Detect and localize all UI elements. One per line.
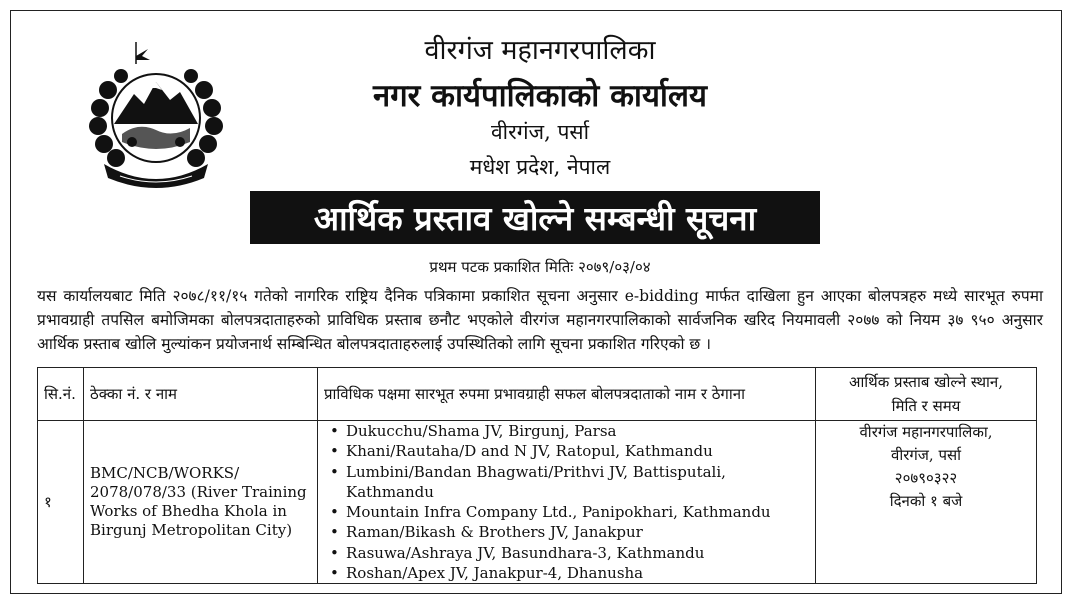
office-province: मधेश प्रदेश, नेपाल xyxy=(469,155,611,179)
table-row xyxy=(38,421,1037,584)
notice-title-banner xyxy=(250,191,820,244)
list-item: • Roshan/Apex JV, Janakpur-4, Dhanusha xyxy=(346,563,809,583)
list-item: • Rasuwa/Ashraya JV, Basundhara-3, Kathmandu xyxy=(346,543,809,563)
bidder-list xyxy=(324,421,809,583)
notice-body-paragraph: यस कार्यालयबाट मिति २०७८/११/१५ गतेको नागरिक राष्ट्रिय दैनिक पत्रिकामा प्रकाशित सूचना अनुसार e-bidding मार्फत दाखिला हुन आएका बोलपत्रहरु मध्ये सारभूत रुपमा प्रभावग्राही तपसिल बमोजिमका बोलपत्रदाताहरुको प्राविधिक प्रस्ताब छनौट भएकोले वीरगंज महानगरपालिकाको सार्वजनिक खरिद नियमावली २०७७ को नियम ३७ ९५० अनुसार आर्थिक प्रस्ताब खोलि मुल्यांकन प्रयोजनार्थ सम्बिन्धित बोलपत्रदाताहरुलाई उपस्थितिको लागि सूचना प्रकाशित गरिएको छ । xyxy=(37,287,1043,353)
office-city: वीरगंज, पर्सा xyxy=(490,120,590,144)
row-bidders xyxy=(318,421,816,584)
header-opening-place-line2: मिति र समय xyxy=(891,397,961,415)
list-item: • Dukucchu/Shama JV, Birgunj, Parsa xyxy=(346,421,809,441)
row-serial-number: १ xyxy=(38,421,84,584)
opening-place-line1: वीरगंज महानगरपालिका, xyxy=(859,423,993,441)
notice-title: आर्थिक प्रस्ताव खोल्ने सम्बन्धी सूचना xyxy=(313,199,757,238)
office-name: नगर कार्यपालिकाको कार्यालय xyxy=(373,78,707,114)
header-opening-place-line1: आर्थिक प्रस्ताब खोल्ने स्थान, xyxy=(848,373,1004,391)
row-opening-place xyxy=(816,421,1037,584)
header-opening-place xyxy=(816,368,1037,421)
header-contract: ठेक्का नं. र नाम xyxy=(84,368,318,421)
bidders-table xyxy=(37,367,1037,584)
first-published-date: प्रथम पटक प्रकाशित मितिः २०७९/०३/०४ xyxy=(429,258,651,276)
list-item: • Mountain Infra Company Ltd., Panipokhari, Kathmandu xyxy=(346,502,809,522)
opening-date: २०७९०३२२ xyxy=(894,469,958,487)
opening-place-line2: वीरगंज, पर्सा xyxy=(890,446,962,464)
list-item: • Khani/Rautaha/D and N JV, Ratopul, Kathmandu xyxy=(346,441,809,461)
row-contract: BMC/NCB/WORKS/ 2078/078/33 (River Training Works of Bhedha Khola in Birgunj Metropolitan City) xyxy=(84,421,318,584)
table-header-row xyxy=(38,368,1037,421)
opening-time: दिनको १ बजे xyxy=(889,492,963,510)
header-serial-number: सि.नं. xyxy=(38,368,84,421)
list-item: • Lumbini/Bandan Bhagwati/Prithvi JV, Battisputali, Kathmandu xyxy=(346,462,809,503)
municipality-name: वीरगंज महानगरपालिका xyxy=(424,35,656,66)
list-item: • Raman/Bikash & Brothers JV, Janakpur xyxy=(346,522,809,542)
header-bidders: प्राविधिक पक्षमा सारभूत रुपमा प्रभावग्राही सफल बोलपत्रदाताको नाम र ठेगाना xyxy=(318,368,816,421)
